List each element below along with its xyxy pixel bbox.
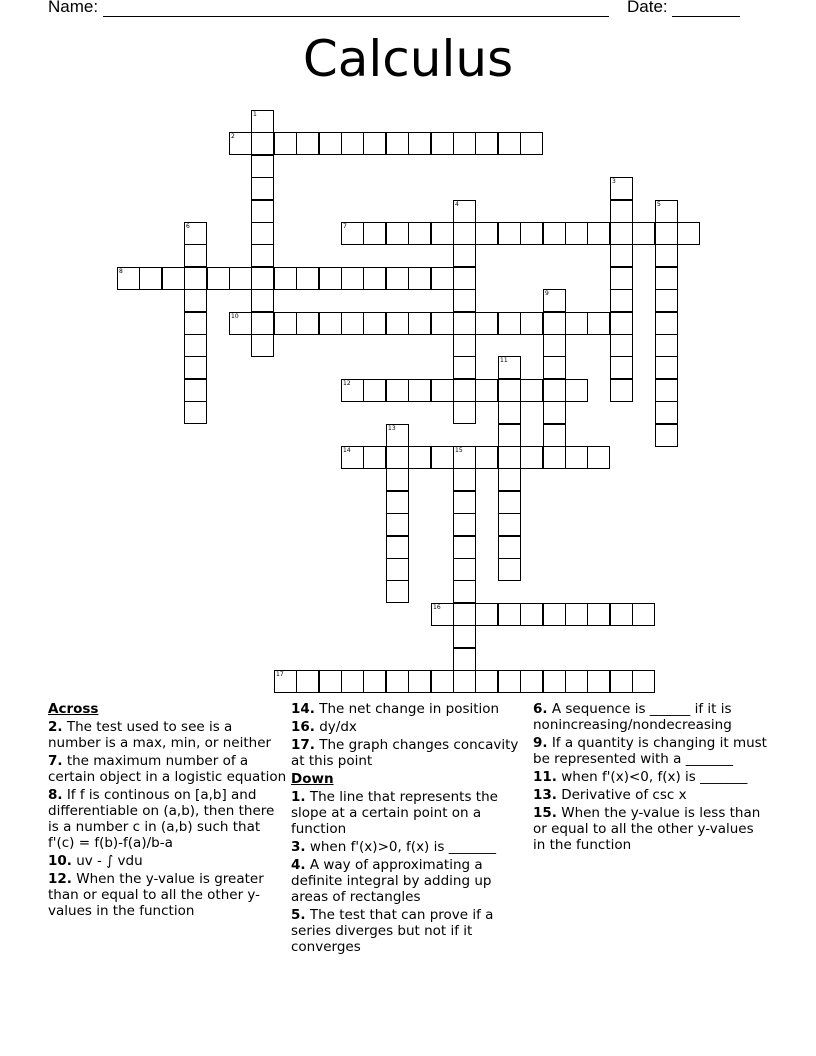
crossword-cell[interactable] — [386, 267, 409, 290]
crossword-cell[interactable] — [408, 312, 431, 335]
crossword-cell[interactable] — [655, 379, 678, 402]
crossword-cell-12[interactable] — [341, 379, 364, 402]
crossword-cell[interactable] — [543, 356, 566, 379]
clue-number: 4 — [455, 201, 459, 208]
crossword-cell[interactable] — [543, 424, 566, 447]
crossword-cell[interactable] — [520, 670, 543, 693]
crossword-cell[interactable] — [655, 244, 678, 267]
across-heading: Across — [48, 701, 99, 717]
crossword-cell[interactable] — [498, 424, 521, 447]
crossword-cell[interactable] — [565, 312, 588, 335]
crossword-cell[interactable] — [475, 446, 498, 469]
crossword-cell[interactable] — [363, 379, 386, 402]
crossword-cell[interactable] — [274, 312, 297, 335]
crossword-cell[interactable] — [655, 289, 678, 312]
clue-number: 1 — [253, 111, 257, 118]
crossword-cell[interactable] — [386, 580, 409, 603]
crossword-cell[interactable] — [475, 132, 498, 155]
crossword-cell[interactable] — [251, 222, 274, 245]
clue-across-12: 12. When the y-value is greater than or equal to all the other y-values in the function — [48, 871, 264, 919]
crossword-cell[interactable] — [655, 334, 678, 357]
crossword-cell-3[interactable] — [610, 177, 633, 200]
crossword-cell[interactable] — [610, 379, 633, 402]
clue-number: 13 — [388, 425, 396, 432]
crossword-cell-11[interactable] — [498, 356, 521, 379]
crossword-cell[interactable] — [386, 468, 409, 491]
crossword-cell[interactable] — [363, 222, 386, 245]
clue-number: 11 — [500, 357, 508, 364]
crossword-cell[interactable] — [386, 222, 409, 245]
clue-number: 17 — [276, 671, 284, 678]
crossword-cell[interactable] — [498, 222, 521, 245]
crossword-cell-7[interactable] — [341, 222, 364, 245]
crossword-cell[interactable] — [274, 267, 297, 290]
crossword-cell[interactable] — [453, 379, 476, 402]
crossword-cell[interactable] — [319, 312, 342, 335]
crossword-cell[interactable] — [543, 603, 566, 626]
clue-down-4: 4. A way of approximating a definite integral by adding up areas of rectangles — [291, 857, 492, 905]
crossword-cell[interactable] — [498, 446, 521, 469]
crossword-cell[interactable] — [184, 356, 207, 379]
crossword-cell[interactable] — [251, 177, 274, 200]
crossword-cell[interactable] — [184, 244, 207, 267]
crossword-cell[interactable] — [610, 603, 633, 626]
crossword-cell[interactable] — [610, 356, 633, 379]
crossword-cell[interactable] — [655, 356, 678, 379]
crossword-cell-6[interactable] — [184, 222, 207, 245]
crossword-cell[interactable] — [319, 132, 342, 155]
clue-number: 12 — [343, 380, 351, 387]
crossword-cell-13[interactable] — [386, 424, 409, 447]
crossword-cell[interactable] — [587, 446, 610, 469]
crossword-cell[interactable] — [498, 401, 521, 424]
crossword-cell[interactable] — [453, 536, 476, 559]
crossword-cell[interactable] — [498, 491, 521, 514]
crossword-cell[interactable] — [520, 132, 543, 155]
crossword-cell[interactable] — [251, 312, 274, 335]
crossword-cell[interactable] — [610, 244, 633, 267]
crossword-cell[interactable] — [341, 312, 364, 335]
crossword-cell[interactable] — [453, 312, 476, 335]
clue-number: 8 — [119, 268, 123, 275]
crossword-cell[interactable] — [453, 267, 476, 290]
crossword-cell[interactable] — [498, 312, 521, 335]
crossword-cell[interactable] — [274, 132, 297, 155]
clue-across-16: 16. dy/dx — [291, 719, 357, 735]
crossword-cell[interactable] — [251, 155, 274, 178]
crossword-cell[interactable] — [408, 446, 431, 469]
crossword-cell[interactable] — [207, 267, 230, 290]
clue-down-1: 1. The line that represents the slope at a certain point on a function — [291, 789, 498, 837]
crossword-cell[interactable] — [498, 132, 521, 155]
clue-column-2 — [291, 701, 529, 957]
crossword-cell[interactable] — [655, 267, 678, 290]
clue-number: 5 — [657, 201, 661, 208]
crossword-cell[interactable] — [386, 513, 409, 536]
crossword-cell-15[interactable] — [453, 446, 476, 469]
crossword-cell[interactable] — [587, 603, 610, 626]
crossword-cell[interactable] — [498, 379, 521, 402]
crossword-cell[interactable] — [498, 468, 521, 491]
crossword-cell[interactable] — [453, 401, 476, 424]
crossword-cell[interactable] — [296, 312, 319, 335]
crossword-cell[interactable] — [453, 491, 476, 514]
crossword-cell[interactable] — [543, 379, 566, 402]
clue-number: 7 — [343, 223, 347, 230]
crossword-cell[interactable] — [453, 580, 476, 603]
crossword-cell[interactable] — [386, 558, 409, 581]
crossword-cell[interactable] — [587, 312, 610, 335]
crossword-cell[interactable] — [431, 267, 454, 290]
clue-number: 3 — [612, 178, 616, 185]
name-label: Name: — [48, 0, 99, 16]
clue-number: 9 — [545, 290, 549, 297]
crossword-cell-1[interactable] — [251, 110, 274, 133]
crossword-cell[interactable] — [498, 670, 521, 693]
crossword-cell[interactable] — [363, 267, 386, 290]
crossword-cell[interactable] — [341, 267, 364, 290]
crossword-cell[interactable] — [453, 132, 476, 155]
crossword-cell[interactable] — [498, 603, 521, 626]
crossword-cell-10[interactable] — [229, 312, 252, 335]
clue-down-11: 11. when f'(x)<0, f(x) is _______ — [533, 769, 748, 785]
crossword-cell[interactable] — [587, 222, 610, 245]
clue-number: 16 — [433, 604, 441, 611]
crossword-cell[interactable] — [251, 334, 274, 357]
crossword-cell[interactable] — [610, 289, 633, 312]
down-heading: Down — [291, 771, 334, 787]
crossword-cell[interactable] — [520, 222, 543, 245]
crossword-cell[interactable] — [453, 222, 476, 245]
crossword-cell[interactable] — [184, 267, 207, 290]
crossword-cell[interactable] — [363, 670, 386, 693]
crossword-cell[interactable] — [565, 222, 588, 245]
crossword-cell[interactable] — [184, 401, 207, 424]
crossword-cell[interactable] — [341, 132, 364, 155]
crossword-cell-8[interactable] — [117, 267, 140, 290]
crossword-cell[interactable] — [610, 222, 633, 245]
clue-across-7: 7. the maximum number of a certain object in a logistic equation — [48, 753, 287, 785]
crossword-cell[interactable] — [408, 132, 431, 155]
crossword-cell[interactable] — [498, 513, 521, 536]
crossword-cell[interactable] — [453, 244, 476, 267]
crossword-cell[interactable] — [565, 379, 588, 402]
crossword-cell[interactable] — [431, 132, 454, 155]
crossword-cell[interactable] — [386, 312, 409, 335]
crossword-cell[interactable] — [632, 670, 655, 693]
crossword-cell-2[interactable] — [229, 132, 252, 155]
crossword-cell[interactable] — [453, 558, 476, 581]
crossword-cell[interactable] — [565, 603, 588, 626]
crossword-cell[interactable] — [453, 513, 476, 536]
crossword-cell[interactable] — [184, 379, 207, 402]
crossword-cell[interactable] — [319, 670, 342, 693]
crossword-cell[interactable] — [498, 536, 521, 559]
clue-down-6: 6. A sequence is ______ if it is nonincreasing/nondecreasing — [533, 701, 732, 733]
crossword-cell[interactable] — [453, 603, 476, 626]
crossword-cell[interactable] — [655, 424, 678, 447]
crossword-cell[interactable] — [475, 670, 498, 693]
clue-down-13: 13. Derivative of csc x — [533, 787, 687, 803]
crossword-cell[interactable] — [251, 267, 274, 290]
crossword-cell[interactable] — [475, 222, 498, 245]
crossword-cell[interactable] — [431, 670, 454, 693]
crossword-cell[interactable] — [184, 334, 207, 357]
crossword-cell[interactable] — [408, 379, 431, 402]
crossword-cell[interactable] — [655, 222, 678, 245]
crossword-cell[interactable] — [296, 267, 319, 290]
crossword-cell[interactable] — [363, 312, 386, 335]
crossword-cell[interactable] — [587, 670, 610, 693]
crossword-cell[interactable] — [453, 468, 476, 491]
crossword-cell[interactable] — [475, 603, 498, 626]
clue-across-2: 2. The test used to see is a number is a max, min, or neither — [48, 719, 272, 751]
crossword-cell[interactable] — [363, 132, 386, 155]
crossword-cell[interactable] — [520, 379, 543, 402]
crossword-cell-16[interactable] — [431, 603, 454, 626]
crossword-cell[interactable] — [453, 334, 476, 357]
crossword-cell[interactable] — [543, 312, 566, 335]
crossword-cell[interactable] — [386, 491, 409, 514]
crossword-cell[interactable] — [610, 200, 633, 223]
crossword-cell[interactable] — [677, 222, 700, 245]
crossword-cell[interactable] — [251, 244, 274, 267]
crossword-cell[interactable] — [296, 132, 319, 155]
crossword-cell[interactable] — [543, 401, 566, 424]
crossword-cell[interactable] — [386, 446, 409, 469]
crossword-cell[interactable] — [341, 670, 364, 693]
crossword-cell[interactable] — [319, 267, 342, 290]
crossword-cell[interactable] — [543, 222, 566, 245]
crossword-cell[interactable] — [431, 312, 454, 335]
crossword-cell[interactable] — [251, 200, 274, 223]
page-title: Calculus — [302, 30, 514, 88]
crossword-cell[interactable] — [453, 625, 476, 648]
crossword-cell[interactable] — [565, 670, 588, 693]
clue-across-17: 17. The graph changes concavity at this point — [291, 737, 519, 769]
clue-down-3: 3. when f'(x)>0, f(x) is _______ — [291, 839, 496, 855]
crossword-cell[interactable] — [184, 312, 207, 335]
crossword-cell[interactable] — [453, 289, 476, 312]
crossword-cell[interactable] — [453, 648, 476, 671]
crossword-cell[interactable] — [162, 267, 185, 290]
clue-down-5: 5. The test that can prove if a series diverges but not if it converges — [291, 907, 494, 955]
crossword-cell[interactable] — [408, 670, 431, 693]
crossword-cell[interactable] — [408, 222, 431, 245]
crossword-cell[interactable] — [453, 670, 476, 693]
crossword-cell[interactable] — [543, 670, 566, 693]
crossword-cell[interactable] — [184, 289, 207, 312]
crossword-cell[interactable] — [632, 603, 655, 626]
crossword-cell[interactable] — [520, 446, 543, 469]
crossword-cell[interactable] — [520, 312, 543, 335]
crossword-cell[interactable] — [475, 312, 498, 335]
crossword-cell[interactable] — [565, 446, 588, 469]
crossword-cell[interactable] — [543, 334, 566, 357]
clue-number: 6 — [186, 223, 190, 230]
crossword-cell[interactable] — [610, 312, 633, 335]
crossword-cell[interactable] — [251, 132, 274, 155]
crossword-cell[interactable] — [475, 379, 498, 402]
crossword-cell[interactable] — [296, 670, 319, 693]
crossword-cell[interactable] — [251, 289, 274, 312]
clue-down-15: 15. When the y-value is less than or equal to all the other y-values in the function — [533, 805, 761, 853]
clue-across-8: 8. If f is continous on [a,b] and differentiable on (a,b), then there is a number c in (a,b) such that f'(c) = f(b)-f(a)/b-a — [48, 787, 275, 851]
crossword-cell-9[interactable] — [543, 289, 566, 312]
crossword-cell[interactable] — [453, 356, 476, 379]
clue-number: 14 — [343, 447, 351, 454]
crossword-cell[interactable] — [431, 222, 454, 245]
clue-number: 15 — [455, 447, 463, 454]
crossword-cell[interactable] — [408, 267, 431, 290]
crossword-cell[interactable] — [632, 222, 655, 245]
crossword-cell-5[interactable] — [655, 200, 678, 223]
crossword-cell-4[interactable] — [453, 200, 476, 223]
crossword-cell[interactable] — [655, 312, 678, 335]
crossword-cell[interactable] — [431, 379, 454, 402]
crossword-cell[interactable] — [363, 446, 386, 469]
crossword-cell[interactable] — [386, 670, 409, 693]
clue-across-10: 10. uv - ∫ vdu — [48, 853, 143, 869]
crossword-cell[interactable] — [386, 132, 409, 155]
crossword-cell[interactable] — [498, 558, 521, 581]
crossword-cell[interactable] — [139, 267, 162, 290]
crossword-cell[interactable] — [655, 401, 678, 424]
clue-across-14: 14. The net change in position — [291, 701, 500, 717]
crossword-cell[interactable] — [610, 334, 633, 357]
crossword-cell[interactable] — [610, 267, 633, 290]
crossword-cell[interactable] — [520, 603, 543, 626]
crossword-cell-14[interactable] — [341, 446, 364, 469]
crossword-cell[interactable] — [386, 379, 409, 402]
crossword-cell[interactable] — [543, 446, 566, 469]
crossword-cell[interactable] — [386, 536, 409, 559]
crossword-cell[interactable] — [610, 670, 633, 693]
clue-column-3 — [533, 701, 768, 855]
clue-number: 10 — [231, 313, 239, 320]
crossword-cell[interactable] — [229, 267, 252, 290]
crossword-cell[interactable] — [431, 446, 454, 469]
clue-column-1 — [48, 701, 288, 921]
clue-down-9: 9. If a quantity is changing it must be represented with a _______ — [533, 735, 767, 767]
date-label: Date: — [627, 0, 668, 16]
crossword-cell-17[interactable] — [274, 670, 297, 693]
clue-number: 2 — [231, 133, 235, 140]
